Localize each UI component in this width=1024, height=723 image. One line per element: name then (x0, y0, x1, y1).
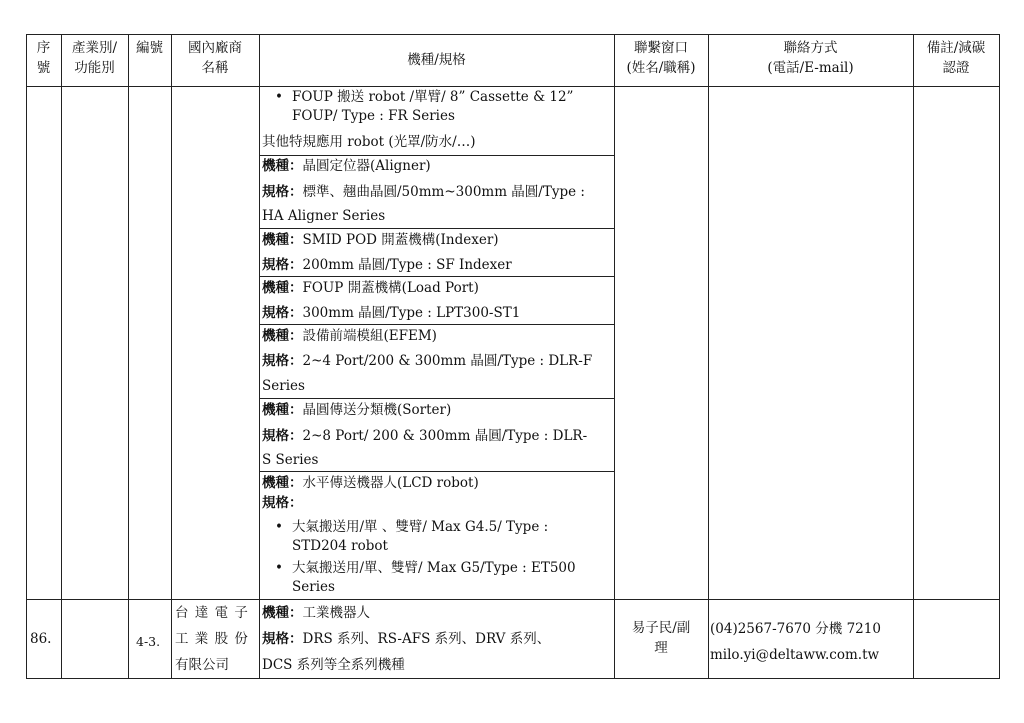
spec-text: S Series (262, 452, 319, 468)
col-line-0 (26, 34, 27, 679)
list-item: • 大氣搬送用/單 、雙臂/ Max G4.5/ Type : (292, 518, 548, 537)
header-industry: 產業別/ 功能別 (71, 40, 118, 76)
spec-text: Series (262, 378, 305, 394)
row-number: 86. (30, 631, 52, 647)
model-name: 設備前端模組(EFEM) (302, 328, 437, 344)
model-divider-1 (259, 155, 614, 156)
row-divider-86 (26, 599, 1000, 600)
model-divider-4 (259, 324, 614, 325)
model-name: 水平傳送機器人(LCD robot) (302, 475, 479, 491)
spec-text: 300mm 晶圓/Type : LPT300-ST1 (302, 305, 521, 321)
list-item-continued: STD204 robot (292, 538, 388, 554)
col-line-4 (259, 34, 260, 679)
model-name: 晶圓傳送分類機(Sorter) (302, 402, 452, 418)
model-name: 晶圓定位器(Aligner) (302, 158, 431, 174)
list-item-continued: Series (292, 579, 335, 595)
spec-label: 規格： (262, 495, 303, 511)
col-line-2 (128, 34, 129, 679)
spec-text: 2~8 Port/ 200 & 300mm 晶圓/Type : DLR- (302, 428, 588, 444)
header-model: 機種/規格 (407, 52, 466, 68)
spec-text: HA Aligner Series (262, 208, 386, 224)
header-contact-window: 聯繫窗口 (姓名/職稱) (626, 40, 696, 76)
col-line-6 (708, 34, 709, 679)
model-divider-2 (259, 228, 614, 229)
row-code: 4-3. (136, 634, 161, 649)
table-border-top (26, 34, 1000, 35)
list-item: • 大氣搬送用/單、雙臂/ Max G5/Type : ET500 (292, 559, 576, 578)
other-robot-note: 其他特規應用 robot (光罩/防水/…) (262, 134, 476, 150)
header-code: 編號 (136, 40, 163, 56)
spec-text: 200mm 晶圓/Type : SF Indexer (302, 257, 512, 273)
contact-window: 易子民/副 理 (631, 620, 691, 656)
spec-label: 規格： (262, 257, 303, 273)
col-line-5 (614, 34, 615, 679)
model-divider-6 (259, 471, 614, 472)
header-no: 序 號 (36, 40, 51, 76)
col-line-8 (999, 34, 1000, 679)
header-divider (26, 86, 1000, 87)
spec-text: DRS 系列、RS-AFS 系列、DRV 系列、 (302, 631, 551, 647)
model-name: FOUP 開蓋機構(Load Port) (302, 280, 479, 296)
model-label: 機種： (262, 158, 303, 174)
model-label: 機種： (262, 328, 303, 344)
spec-text: 標準、翹曲晶圓/50mm~300mm 晶圓/Type : (302, 184, 585, 200)
model-label: 機種： (262, 605, 303, 621)
header-vendor: 國內廠商 名稱 (188, 40, 242, 76)
spec-label: 規格： (262, 184, 303, 200)
spec-label: 規格： (262, 631, 303, 647)
model-divider-3 (259, 276, 614, 277)
col-line-3 (171, 34, 172, 679)
contact-phone: (04)2567-7670 分機 7210 (710, 621, 881, 637)
list-item-continued: FOUP/ Type : FR Series (292, 108, 455, 124)
spec-label: 規格： (262, 305, 303, 321)
model-label: 機種： (262, 402, 303, 418)
model-label: 機種： (262, 475, 303, 491)
model-label: 機種： (262, 280, 303, 296)
model-name: SMID POD 開蓋機構(Indexer) (302, 232, 499, 248)
model-divider-5 (259, 398, 614, 399)
model-label: 機種： (262, 232, 303, 248)
vendor-table: 序 號 產業別/ 功能別 編號 國內廠商 名稱 機種/規格 聯繫窗口 (姓名/職稱) 聯絡方式 (電話/E-mail) 備註/減碳 認證 • FOUP 搬送 robot /單臂/ 8” Cassette & 12” FOUP/ Type : FR Series 其他特規應用 robot (光罩/防水/…) 機種：晶圓定位器(Aligner) 規格：標準、翹曲晶圓/50mm~300mm 晶圓/Type : HA Aligner Series 機種：SMID POD 開蓋機構(Indexer) 規格：200mm 晶圓/Type : SF Indexer 機種：FOUP 開蓋機構(Load Port) 規格：300mm 晶圓/Type : LPT300-ST1 機種：設備前端模組(EFEM) 規格：2~4 Port/200 & 300mm 晶圓/Type : DLR-F Series 機種：晶圓傳送分類機(Sorter) 規格：2~8 Port/ 200 & 300mm 晶圓/Type : DLR- S Series 機種：水平傳送機器人(LCD robot) 規格： • 大氣搬送用/單 、雙臂/ Max G4.5/ Type : STD204 robot • 大氣搬送用/單、雙臂/ Max G5/Type : ET500 Series 86. 4-3. 台 達 電 子 工 業 股 份 有限公司 機種：工業機器人 規格：DRS 系列、RS-AFS 系列、DRV 系列、 DCS 系列等全系列機種 易子民/副 理 (04)2567-7670 分機 7210 milo.yi@deltaww.com.tw (26, 34, 1000, 679)
col-line-7 (913, 34, 914, 679)
spec-text: 2~4 Port/200 & 300mm 晶圓/Type : DLR-F (302, 353, 593, 369)
col-line-1 (61, 34, 62, 679)
contact-email: milo.yi@deltaww.com.tw (710, 647, 880, 663)
spec-label: 規格： (262, 353, 303, 369)
table-border-bottom (26, 678, 1000, 679)
header-remark: 備註/減碳 認證 (926, 40, 986, 76)
list-item: • FOUP 搬送 robot /單臂/ 8” Cassette & 12” (292, 88, 573, 107)
header-contact-method: 聯絡方式 (電話/E-mail) (767, 40, 854, 76)
spec-label: 規格： (262, 428, 303, 444)
model-name: 工業機器人 (302, 605, 370, 621)
spec-text: DCS 系列等全系列機種 (262, 657, 405, 673)
